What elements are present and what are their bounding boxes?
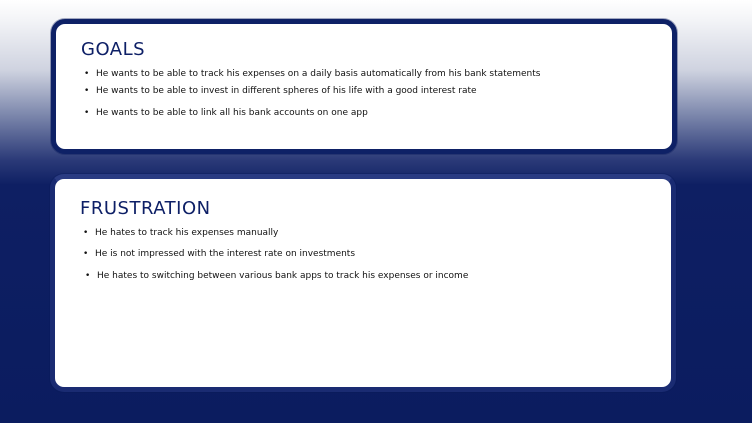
goals-card <box>51 19 677 154</box>
frustration-title: FRUSTRATION <box>80 198 211 219</box>
goals-list <box>84 68 540 119</box>
frustration-list <box>83 227 468 282</box>
goal-item: • He wants to be able to invest in different spheres of his life with a good interest rate <box>84 85 540 97</box>
frustration-item: • He hates to track his expenses manually <box>83 227 468 239</box>
frustration-item: • He is not impressed with the interest rate on investments <box>83 248 468 260</box>
goals-title: GOALS <box>81 39 146 60</box>
frustration-item: • He hates to switching between various bank apps to track his expenses or income <box>85 270 468 282</box>
goal-item: • He wants to be able to track his expenses on a daily basis automatically from his bank statements <box>84 68 540 80</box>
goal-item: • He wants to be able to link all his bank accounts on one app <box>84 107 540 119</box>
frustration-card <box>50 174 676 392</box>
